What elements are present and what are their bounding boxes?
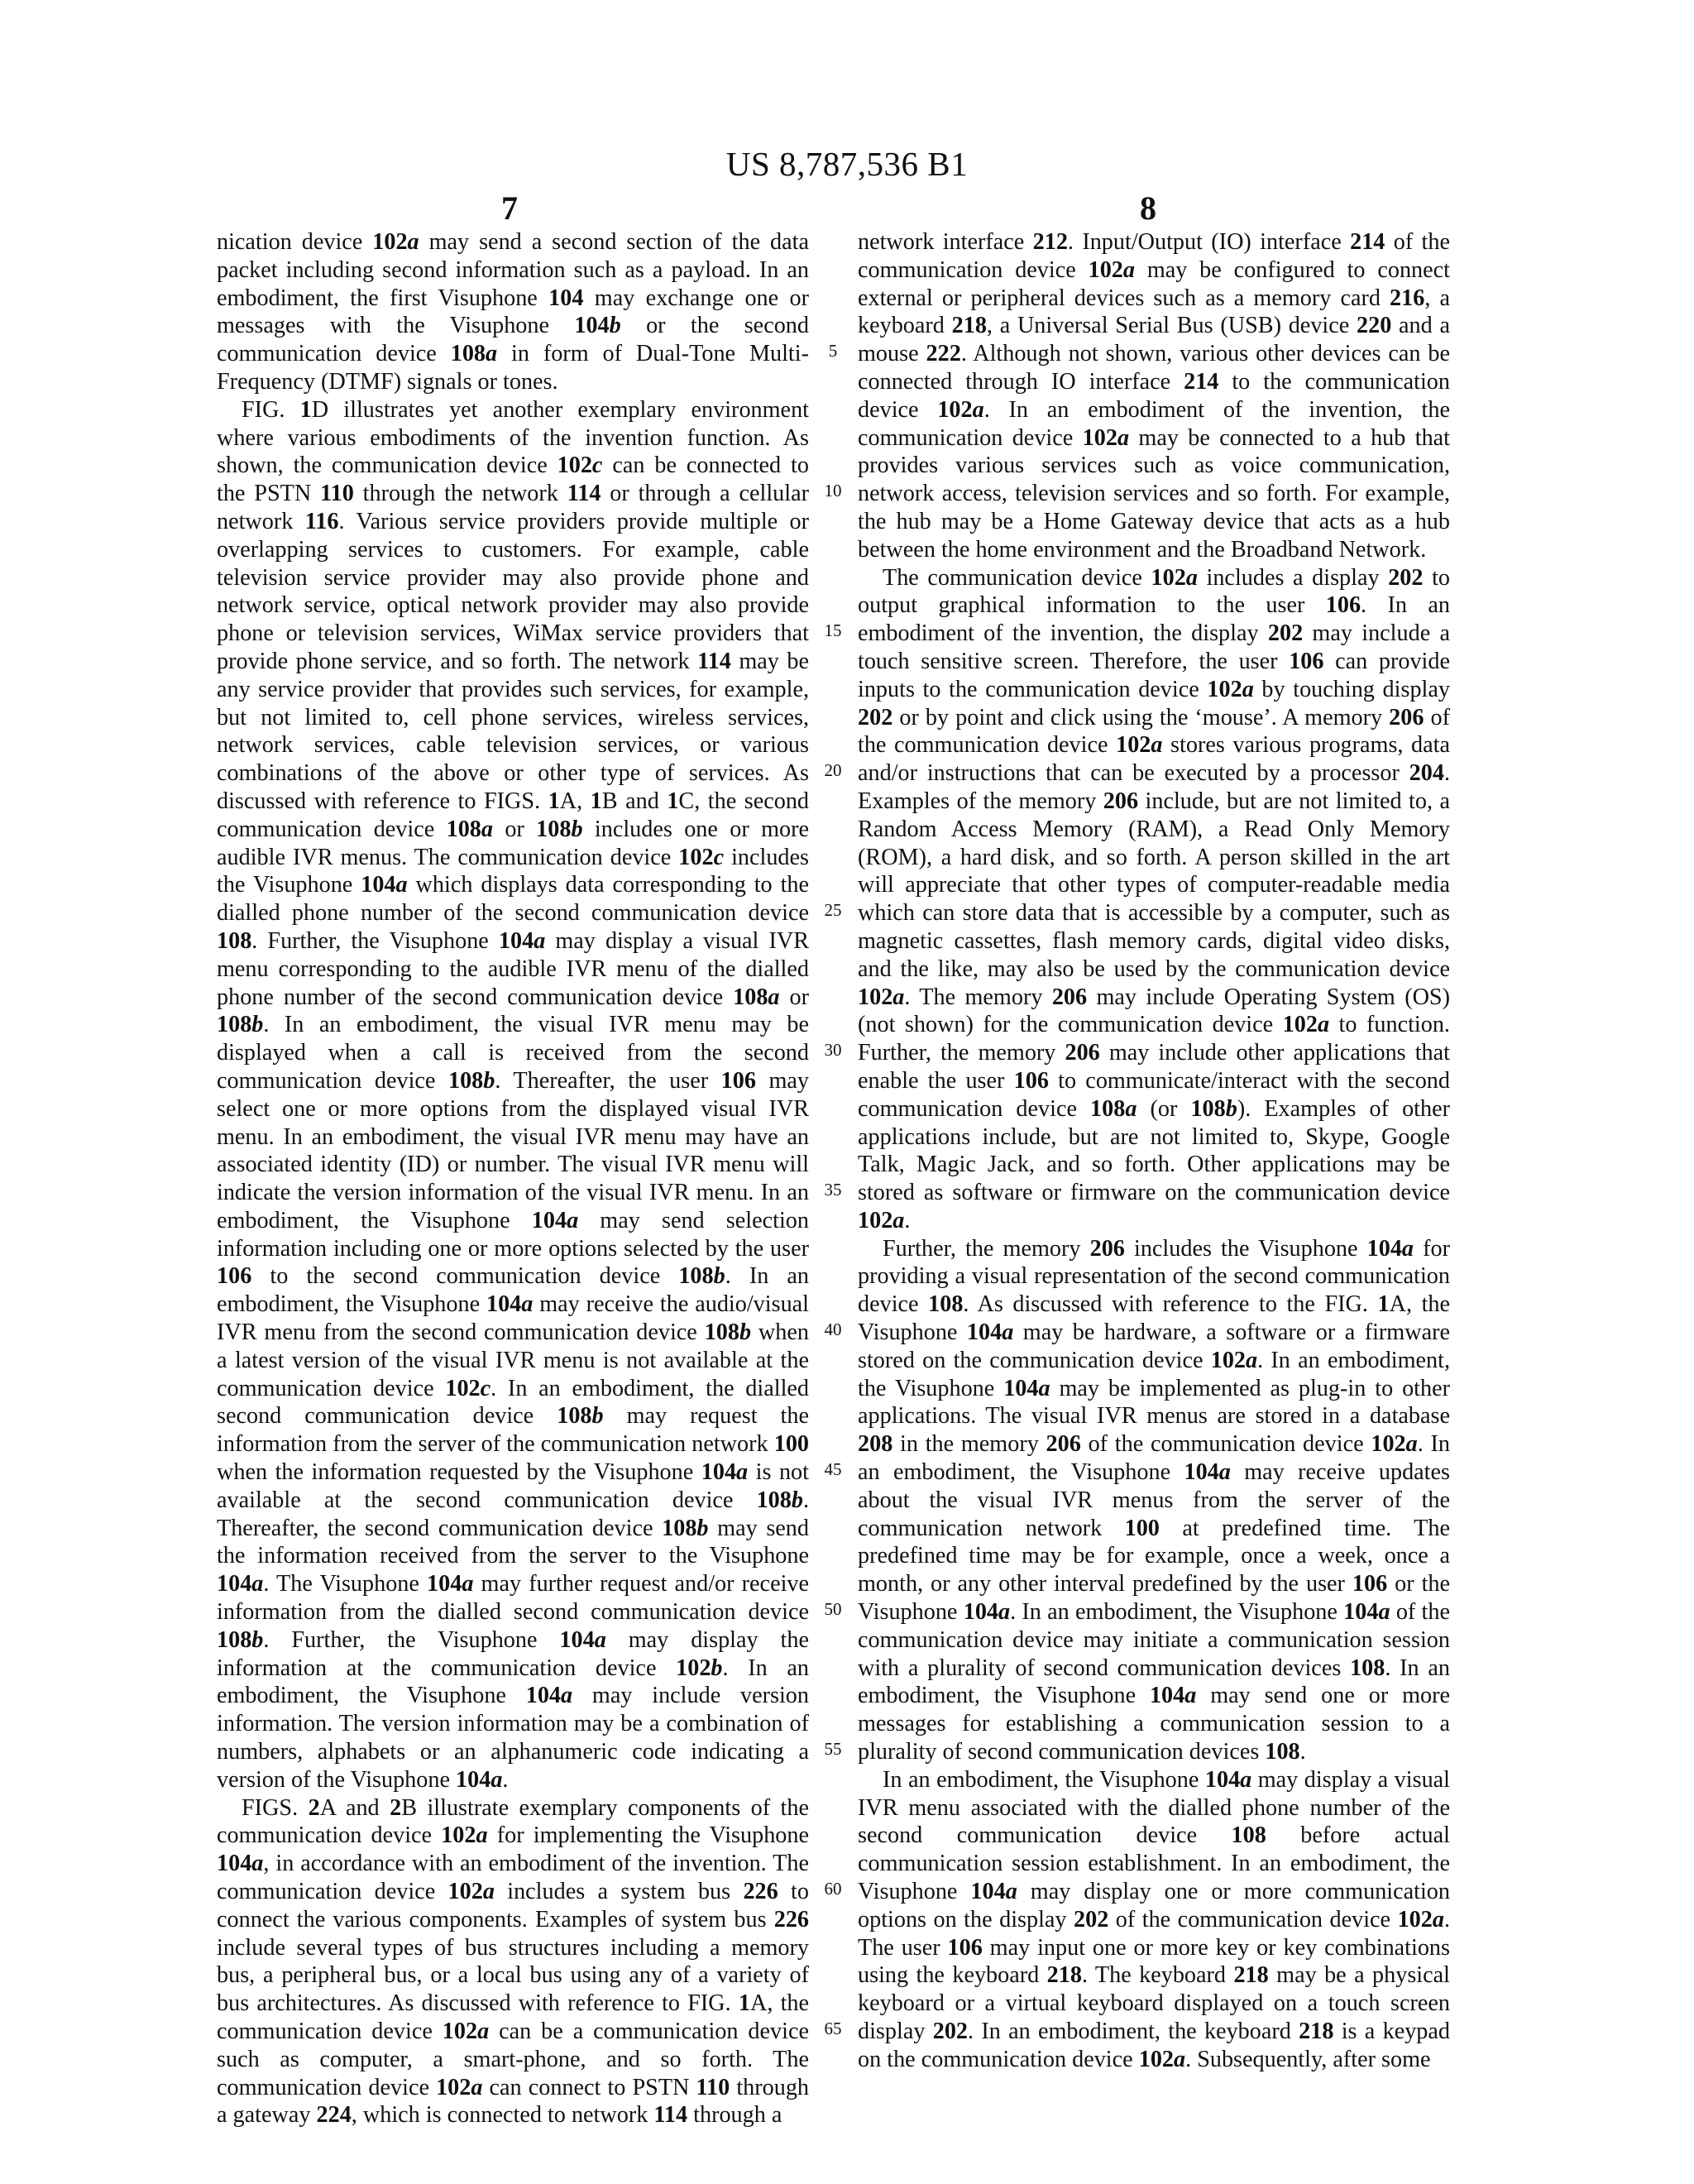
patent-number-header: US 8,787,536 B1 bbox=[725, 145, 969, 183]
line-number: 10 bbox=[824, 481, 842, 500]
paragraph: In an embodiment, the Visuphone 104a may display a visual IVR menu associated with the dialled phone number of the second communication device 108 before actual communication session establishment. In an embodiment, the Visuphone 104a may display one or more communication options on the display 202 of the communication device 102a. The user 106 may input one or more key or key combinations using the keyboard 218. The keyboard 218 may be a physical keyboard or a virtual keyboard displayed on a touch screen display 202. In an embodiment, the keyboard 218 is a keypad on the communication device 102a. Subsequently, after some bbox=[858, 1766, 1451, 2072]
line-number: 25 bbox=[824, 900, 842, 920]
line-number: 15 bbox=[824, 620, 842, 640]
paragraph: nication device 102a may send a second section of the data packet including second information such as a payload. In an embodiment, the first Visuphone 104 may exchange one or messages with the Visuphone 104b or the second communication device 108a in form of Dual-Tone Multi-Frequency (DTMF) signals or tones. bbox=[217, 229, 809, 395]
paragraph: The communication device 102a includes a display 202 to output graphical information to the user 106. In an embodiment of the invention, the display 202 may include a touch sensitive screen. Therefore, the user 106 can provide inputs to the communication device 102a by touching display 202 or by point and click using the ‘mouse’. A memory 206 of the communication device 102a stores various programs, data and/or instructions that can be executed by a processor 204. Examples of the memory 206 include, but are not limited to, a Random Access Memory (RAM), a Read Only Memory (ROM), a hard disk, and so forth. A person skilled in the art will appreciate that other types of computer-readable media which can store data that is accessible by a computer, such as magnetic cassettes, flash memory cards, digital video disks, and the like, may also be used by the communication device 102a. The memory 206 may include Operating System (OS) (not shown) for the communication device 102a to function. Further, the memory 206 may include other applications that enable the user 106 to communicate/interact with the second communication device 108a (or 108b). Examples of other applications include, but are not limited to, Skype, Google Talk, Magic Jack, and so forth. Other applications may be stored as software or firmware on the communication device 102a. bbox=[858, 564, 1451, 1233]
line-number: 20 bbox=[824, 760, 842, 780]
left-text-column bbox=[217, 228, 809, 2129]
line-number: 5 bbox=[828, 341, 838, 361]
line-number: 55 bbox=[824, 1739, 842, 1759]
line-number: 60 bbox=[824, 1879, 842, 1899]
right-text-column bbox=[858, 228, 1450, 2074]
line-number: 65 bbox=[824, 2019, 842, 2038]
line-number: 50 bbox=[824, 1599, 842, 1619]
line-number: 30 bbox=[824, 1040, 842, 1060]
page-number-right: 8 bbox=[1140, 189, 1156, 227]
paragraph: FIG. 1D illustrates yet another exemplary environment where various embodiments of the invention function. As shown, the communication device 102c can be connected to the PSTN 110 through the network 114 or through a cellular network 116. Various service providers provide multiple or overlapping services to customers. For example, cable television service provider may also provide phone and network service, optical network provider may also provide phone or television services, WiMax service providers that provide phone service, and so forth. The network 114 may be any service provider that provides such services, for example, but not limited to, cell phone services, wireless services, network services, cable television services, or various combinations of the above or other type of services. As discussed with reference to FIGS. 1A, 1B and 1C, the second communication device 108a or 108b includes one or more audible IVR menus. The communication device 102c includes the Visuphone 104a which displays data corresponding to the dialled phone number of the second communication device 108. Further, the Visuphone 104a may display a visual IVR menu corresponding to the audible IVR menu of the dialled phone number of the second communication device 108a or 108b. In an embodiment, the visual IVR menu may be displayed when a call is received from the second communication device 108b. Thereafter, the user 106 may select one or more options from the displayed visual IVR menu. In an embodiment, the visual IVR menu may have an associated identity (ID) or number. The visual IVR menu will indicate the version information of the visual IVR menu. In an embodiment, the Visuphone 104a may send selection information including one or more options selected by the user 106 to the second communication device 108b. In an embodiment, the Visuphone 104a may receive the audio/visual IVR menu from the second communication device 108b when a latest version of the visual IVR menu is not available at the communication device 102c. In an embodiment, the dialled second communication device 108b may request the information from the server of the communication network 100 when the information requested by the Visuphone 104a is not available at the second communication device 108b. Thereafter, the second communication device 108b may send the information received from the server to the Visuphone 104a. The Visuphone 104a may further request and/or receive information from the dialled second communication device 108b. Further, the Visuphone 104a may display the information at the communication device 102b. In an embodiment, the Visuphone 104a may include version information. The version information may be a combination of numbers, alphabets or an alphanumeric code indicating a version of the Visuphone 104a. bbox=[217, 396, 810, 1793]
paragraph: FIGS. 2A and 2B illustrate exemplary components of the communication device 102a for implementing the Visuphone 104a, in accordance with an embodiment of the invention. The communication device 102a includes a system bus 226 to connect the various components. Examples of system bus 226 include several types of bus structures including a memory bus, a peripheral bus, or a local bus using any of a variety of bus architectures. As discussed with reference to FIG. 1A, the communication device 102a can be a communication device such as computer, a smart-phone, and so forth. The communication device 102a can connect to PSTN 110 through a gateway 224, which is connected to network 114 through a bbox=[217, 1794, 810, 2129]
paragraph: Further, the memory 206 includes the Visuphone 104a for providing a visual representation of the second communication device 108. As discussed with reference to the FIG. 1A, the Visuphone 104a may be hardware, a software or a firmware stored on the communication device 102a. In an embodiment, the Visuphone 104a may be implemented as plug-in to other applications. The visual IVR menus are stored in a database 208 in the memory 206 of the communication device 102a. In an embodiment, the Visuphone 104a may receive updates about the visual IVR menus from the server of the communication network 100 at predefined time. The predefined time may be for example, once a week, once a month, or any other interval predefined by the user 106 or the Visuphone 104a. In an embodiment, the Visuphone 104a of the communication device may initiate a communication session with a plurality of second communication devices 108. In an embodiment, the Visuphone 104a may send one or more messages for establishing a communication session to a plurality of second communication devices 108. bbox=[858, 1235, 1451, 1765]
page-number-left: 7 bbox=[501, 189, 518, 227]
line-number: 45 bbox=[824, 1459, 842, 1479]
line-number: 40 bbox=[824, 1320, 842, 1339]
paragraph: network interface 212. Input/Output (IO) interface 214 of the communication device 102a may be configured to connect external or peripheral devices such as a memory card 216, a keyboard 218, a Universal Serial Bus (USB) device 220 and a mouse 222. Although not shown, various other devices can be connected through IO interface 214 to the communication device 102a. In an embodiment of the invention, the communication device 102a may be connected to a hub that provides various services such as voice communication, network access, television services and so forth. For example, the hub may be a Home Gateway device that acts as a hub between the home environment and the Broadband Network. bbox=[858, 229, 1451, 563]
line-number: 35 bbox=[824, 1180, 842, 1200]
